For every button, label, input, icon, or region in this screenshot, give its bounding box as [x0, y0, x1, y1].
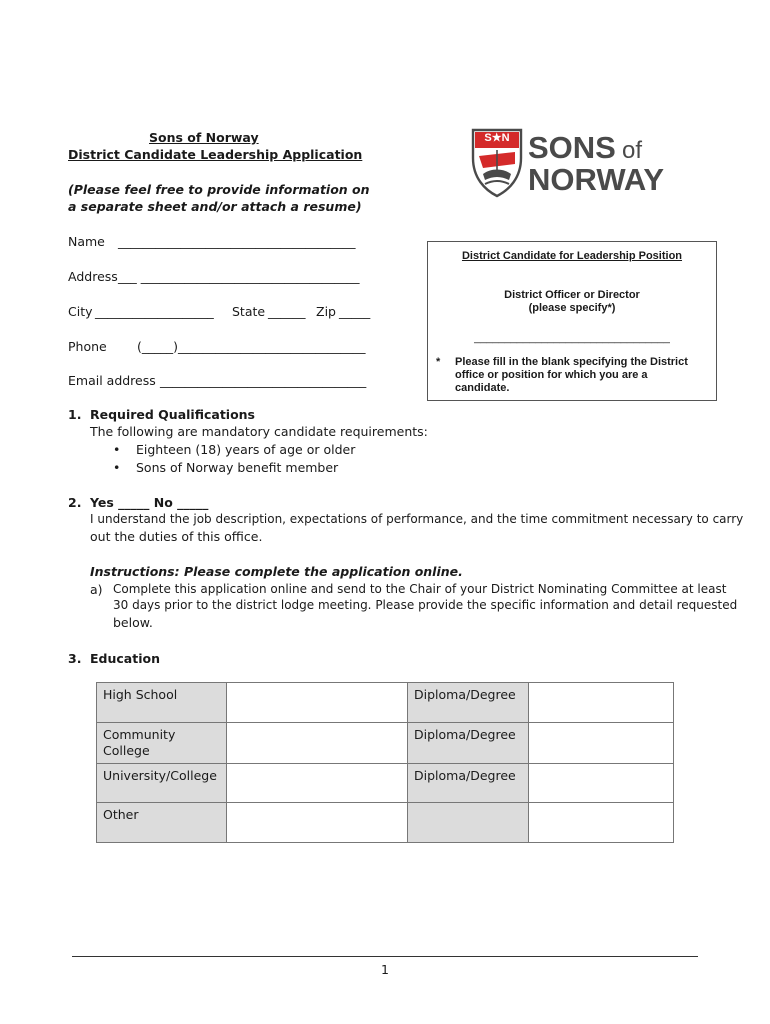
degree-label-cell: Diploma/Degree: [408, 763, 529, 803]
section1-title: Required Qualifications: [90, 407, 256, 422]
please-specify-label: (please specify*): [528, 302, 616, 314]
school-input-cell[interactable]: [227, 803, 408, 843]
requirement-item: Eighteen (18) years of age or older: [136, 442, 356, 457]
logo-word-norway: NORWAY: [528, 162, 665, 197]
acknowledgement-line2: out the duties of this office.: [90, 529, 263, 544]
section3-number: 3.: [68, 651, 82, 666]
instruction-a-line1: Complete this application online and send to the Chair of your District Nominating Committee at least: [113, 582, 727, 596]
table-row: [97, 683, 674, 723]
education-level-cell: Other: [97, 803, 227, 843]
email-field[interactable]: _________________________________: [160, 373, 367, 388]
degree-label-cell: Diploma/Degree: [408, 722, 529, 763]
city-field[interactable]: ___________________: [95, 304, 214, 319]
instruction-a-line3: below.: [113, 615, 153, 630]
zip-field[interactable]: _____: [339, 304, 371, 319]
acknowledgement-line1: I understand the job description, expectations of performance, and the time commitment necessary to carry: [90, 512, 744, 526]
footer-divider: [72, 956, 698, 957]
degree-input-cell[interactable]: [529, 763, 674, 803]
school-input-cell[interactable]: [227, 763, 408, 803]
address-field[interactable]: ___ ___________________________________: [118, 269, 360, 284]
specify-note-line1: Please fill in the blank specifying the District: [455, 356, 688, 368]
instruction-a-label: a): [90, 582, 103, 597]
degree-input-cell[interactable]: [529, 683, 674, 723]
resume-note-line1: (Please feel free to provide information on: [68, 182, 370, 197]
school-input-cell[interactable]: [227, 722, 408, 763]
officer-director-label: District Officer or Director: [504, 289, 640, 301]
yes-no-field[interactable]: Yes _____ No _____: [90, 495, 209, 510]
degree-input-cell[interactable]: [529, 722, 674, 763]
requirement-item: Sons of Norway benefit member: [136, 460, 339, 475]
section1-number: 1.: [68, 407, 82, 422]
logo-word-sons: SONS of: [528, 130, 642, 165]
instruction-a-line2: 30 days prior to the district lodge meeting. Please provide the specific information and detail requested: [113, 598, 738, 612]
city-label: City: [68, 304, 93, 319]
candidate-box-title: District Candidate for Leadership Position: [461, 250, 683, 262]
instructions-heading: Instructions: Please complete the application online.: [90, 564, 463, 579]
resume-note-line2: a separate sheet and/or attach a resume): [68, 199, 362, 214]
table-row: [97, 763, 674, 803]
degree-label-cell: Diploma/Degree: [408, 683, 529, 723]
candidate-position-box: [427, 241, 717, 401]
table-row: [97, 803, 674, 843]
education-level-cell: High School: [97, 683, 227, 723]
bullet-icon: •: [113, 460, 121, 475]
school-input-cell[interactable]: [227, 683, 408, 723]
education-table: [96, 682, 674, 843]
state-field[interactable]: ______: [268, 304, 306, 319]
email-label: Email address: [68, 373, 156, 388]
application-title: District Candidate Leadership Application: [68, 147, 363, 162]
asterisk-mark: *: [436, 356, 441, 368]
org-name: Sons of Norway: [149, 130, 259, 145]
state-label: State: [232, 304, 266, 319]
table-row: [97, 722, 674, 763]
page-number: 1: [381, 962, 389, 977]
degree-input-cell[interactable]: [529, 803, 674, 843]
section1-intro: The following are mandatory candidate requirements:: [90, 424, 428, 439]
shield-letters: S★N: [484, 132, 510, 144]
phone-label: Phone: [68, 339, 107, 354]
education-level-cell: Community College: [97, 722, 227, 763]
sons-of-norway-logo: [471, 128, 671, 198]
degree-label-cell: [408, 803, 529, 843]
position-field[interactable]: ________________________________: [474, 332, 670, 344]
name-field[interactable]: ______________________________________: [118, 234, 356, 249]
address-label: Address: [68, 269, 118, 284]
section3-title: Education: [90, 651, 160, 666]
name-label: Name: [68, 234, 105, 249]
zip-label: Zip: [316, 304, 336, 319]
bullet-icon: •: [113, 442, 121, 457]
specify-note-line2: office or position for which you are a: [455, 369, 648, 381]
specify-note-line3: candidate.: [455, 382, 510, 394]
phone-field[interactable]: (_____)______________________________: [137, 339, 366, 354]
education-level-cell: University/College: [97, 763, 227, 803]
section2-number: 2.: [68, 495, 82, 510]
